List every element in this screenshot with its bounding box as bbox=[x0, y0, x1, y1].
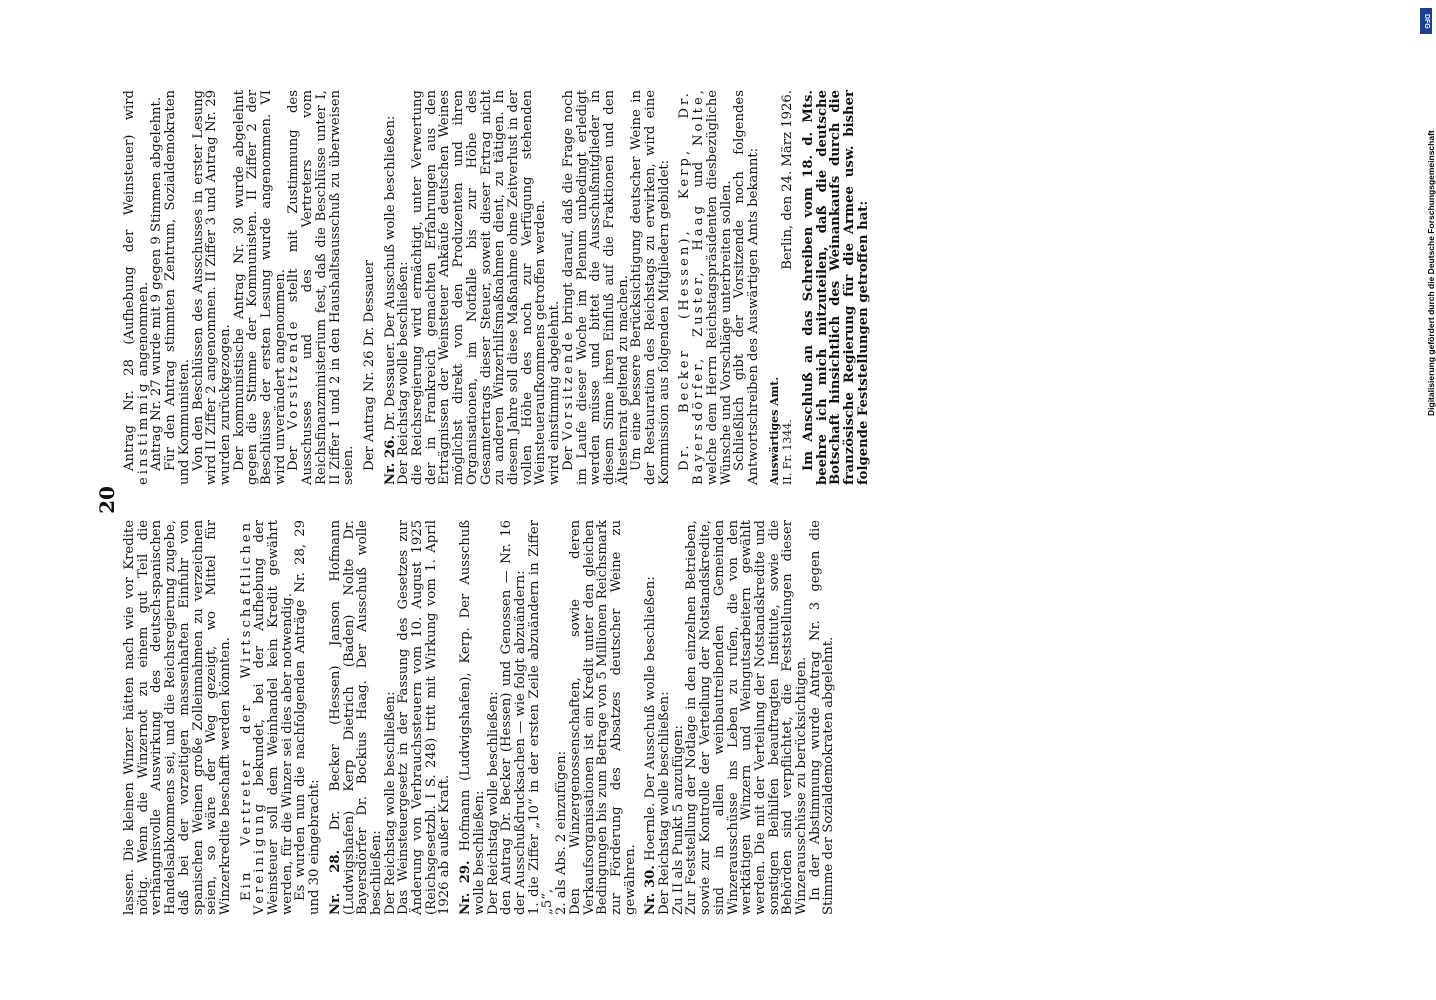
left-column bbox=[123, 520, 836, 915]
motion-body: Zur Feststellung der Notlage in den einzelnen Betrieben, sowie zur Kontrolle der Verteilung der Notstandskredite, sind in allen weinbautreibenden Gemeinden Winzerausschüsse ins Leben zu rufen, die von den werktätigen Winzern und Weingutsarbeitern gewählt werden. Die mit der Verteilung der Notstandskredite und sonstigen Beihilfen beauftragten Institute, sowie die Behörden sind verpflichtet, die Feststellungen dieser Winzerausschüsse zu berücksichtigen. bbox=[684, 520, 810, 915]
paragraph: Es wurden nun die nachfolgenden Anträge Nr. 28, 29 und 30 eingebracht: bbox=[293, 520, 323, 915]
paragraph: Ein Vertreter der Wirtschaftlichen Vereinigung bekundet, bei der Aufhebung der Weinsteuer soll dem Weinhandel kein Kredit gewährt werden, für die Winzer sei dies aber notwendig. bbox=[238, 520, 295, 915]
letter-date: Berlin, den 24. März 1926. bbox=[780, 90, 796, 270]
motion-intro: Der Reichstag wolle beschließen: bbox=[485, 691, 501, 915]
motion-30: Nr. 30. Hoernle. Der Ausschuß wolle beschließen: bbox=[643, 576, 659, 915]
motion-body: Das Weinsteuergesetz in der Fassung des Gesetzes zur Änderung von Verbrauchssteuern vom 10. August 1925 (Reichsgesetzbl. I S. 248) tritt mit Wirkung vom 1. April 1926 ab außer Kraft. bbox=[396, 520, 453, 915]
motion-28: Nr. 28. Dr. Becker (Hessen) Janson Hofmann (Ludwigshafen) Kerp Dietrich (Baden) Nolte Dr. Bayersdörfer Dr. Bockius Haag. Der Ausschuß wolle beschließen: bbox=[327, 520, 384, 915]
paragraph: Der Antrag Nr. 26 Dr. Dessauer bbox=[361, 260, 377, 471]
motion-item: 1. die Ziffer „10“ in der ersten Zeile abzuändern in Ziffer „5“, bbox=[526, 520, 556, 915]
paragraph: Dr. Becker (Hessen), Kerp, Dr. Bayersdörfer, Zuster, Haag und Nolte, welche dem Herrn Reichstagspräsidenten diesbezügliche Wünsche und Vorschläge unterbreiten sollen. bbox=[677, 90, 734, 485]
motion-number: Nr. 28. bbox=[327, 849, 343, 915]
paragraph: Der kommunistische Antrag Nr. 30 wurde abgelehnt gegen die Stimme der Kommunisten. II Ziffer 2 der Beschlüsse der ersten Lesung wurde angenommen. VI wird unverändert angenommen. bbox=[231, 90, 288, 485]
paragraph: In der Abstimmung wurde Antrag Nr. 3 gegen die Stimme der Sozialdemokraten abgelehnt. bbox=[807, 520, 837, 915]
rotated-page bbox=[95, 85, 1285, 915]
motion-number: Nr. 29. bbox=[458, 860, 474, 915]
motion-29: Nr. 29. Hofmann (Ludwigshafen), Kerp. Der Ausschuß wolle beschließen: bbox=[458, 519, 487, 915]
letter-header bbox=[768, 90, 782, 485]
right-column bbox=[123, 90, 871, 485]
paragraph: Um eine bessere Berücksichtigung deutscher Weine in der Restauration des Reichstags zu erwirken, wird eine Kommission aus folgenden Mitgliedern gebildet: bbox=[629, 90, 672, 485]
spaced-text: Dr. Becker (Hessen), Kerp, Dr. Bayersdörfer, Zuster, Haag bbox=[677, 90, 707, 485]
motion-item: 2. als Abs. 2 einzufügen: bbox=[554, 750, 570, 915]
letter-reference: II. Fr. 1344. bbox=[781, 419, 795, 485]
motion-intro: Der Reichstag wolle beschließen: bbox=[382, 691, 398, 915]
paragraph: Von den Beschlüssen des Ausschusses in erster Lesung wird II Ziffer 2 angenommen. II Ziffer 3 und Antrag Nr. 29 wurden zurückgezogen. bbox=[190, 90, 233, 485]
paragraph: Antrag Nr. 27 wurde mit 9 gegen 9 Stimmen abgelehnt. bbox=[149, 96, 165, 471]
motion-body: die Reichsregierung wird ermächtigt, unter Verwertung der in Frankreich gemachten Erfahrungen aus den Erträgnissen der Weinsteuer Ankäufe deutschen Weines möglichst direkt von den Produzenten und ihren Organisationen, im Notfalle bis zur Höhe des Gesamtertrags dieser Steuer, soweit dieser Ertrag nicht zu anderen Winzerhilfsmaßnahmen dient, zu tätigen. In diesem Jahre soll diese Maßnahme ohne Zeitverlust in der vollen Höhe des noch zur Verfügung stehenden Weinsteueraufkommens getroffen werden. bbox=[410, 90, 549, 485]
letter-ref-line bbox=[781, 90, 795, 485]
paragraph: wird einstimmig abgelehnt. bbox=[547, 300, 563, 485]
motion-sub: Zu II als Punkt 5 anzufügen: bbox=[670, 725, 686, 915]
paragraph: Der Vorsitzende bringt darauf, daß die Frage noch im Laufe dieser Woche im Plenum unbedingt erledigt werden müsse und bittet die Ausschußmitglieder in diesem Sinne ihren Einfluß auf die Fraktionen und den Ältestenrat geltend zu machen. bbox=[560, 90, 631, 485]
motion-body: den Antrag Dr. Becker (Hessen) und Genossen — Nr. 16 der Ausschußdrucksachen — wie folgt abzuändern: bbox=[499, 520, 528, 915]
paragraph: lassen. Die kleinen Winzer hätten nach wie vor Kredite nötig. Wenn die Winzernot zu einem gut Teil die verhängnisvolle Auswirkung des deutsch-spanischen Handelsabkommens sei, und die Reichsregierung zugebe, daß bei der vorzeitigen massenhaften Einfuhr von spanischen Weinen große Zolleinnahmen zu verzeichnen seien, so wäre der Weg gezeigt, wo Mittel für Winzerkredite beschafft werden könnten. bbox=[122, 520, 233, 915]
paragraph: Für den Antrag stimmten Zentrum, Sozialdemokraten und Kommunisten. bbox=[163, 90, 192, 485]
motion-body: Den Winzergenossenschaften, sowie deren Verkaufsorganisationen ist ein Kredit unter den gleichen Bedingungen bis zum Betrage von 5 Millionen Reichsmark zur Förderung des Absatzes deutscher Weine zu gewähren. bbox=[567, 520, 638, 915]
paragraph: Der Vorsitzende stellt mit Zustimmung des Ausschusses und des Vertreters vom Reichsfinanzministerium fest, daß die Beschlüsse unter I, II Ziffer 1 und 2 in den Haushaltsausschuß zu überweisen seien. bbox=[286, 90, 357, 485]
motion-number: Nr. 26. bbox=[382, 435, 398, 485]
motion-number: Nr. 30. bbox=[643, 865, 659, 915]
letter-sender: Auswärtiges Amt. bbox=[767, 376, 781, 485]
paragraph: Schließlich gibt der Vorsitzende noch folgendes Antwortschreiben des Auswärtigen Amts bekannt: bbox=[732, 90, 761, 485]
spaced-text: Vorsitzende bbox=[560, 329, 576, 441]
scan-footer bbox=[1418, 8, 1434, 993]
paragraph: Antrag Nr. 28 (Aufhebung der Weinsteuer) wird einstimmig angenommen. bbox=[122, 90, 151, 485]
motion-intro: Der Reichstag wolle beschließen: bbox=[657, 691, 673, 915]
spaced-text: Ein Vertreter der Wirtschaftlichen Vereinigung bbox=[238, 520, 268, 915]
spaced-text: Nolte bbox=[691, 94, 707, 147]
page-number: 20 bbox=[95, 486, 119, 514]
scan-footer-text: Digitalisierung gefördert durch die Deutsche Forschungsgemeinschaft bbox=[1426, 130, 1436, 416]
dfg-logo: DFG bbox=[1420, 8, 1432, 34]
spaced-text: Vorsitzende bbox=[286, 318, 302, 430]
spaced-text: einstimmig bbox=[135, 380, 151, 485]
motion-intro: Der Reichstag wolle beschließen: bbox=[396, 261, 412, 485]
motion-26: Nr. 26. Dr. Dessauer. Der Ausschuß wolle beschließen: bbox=[382, 115, 398, 485]
letter-body: Im Anschluß an das Schreiben vom 18. d. Mts. beehre ich mich mitzuteilen, daß die deutsche Botschaft hinsichtlich des Weinankaufs durch die französische Regierung für die Armee usw. bisher folgende Feststellungen getroffen hat: bbox=[801, 90, 871, 485]
